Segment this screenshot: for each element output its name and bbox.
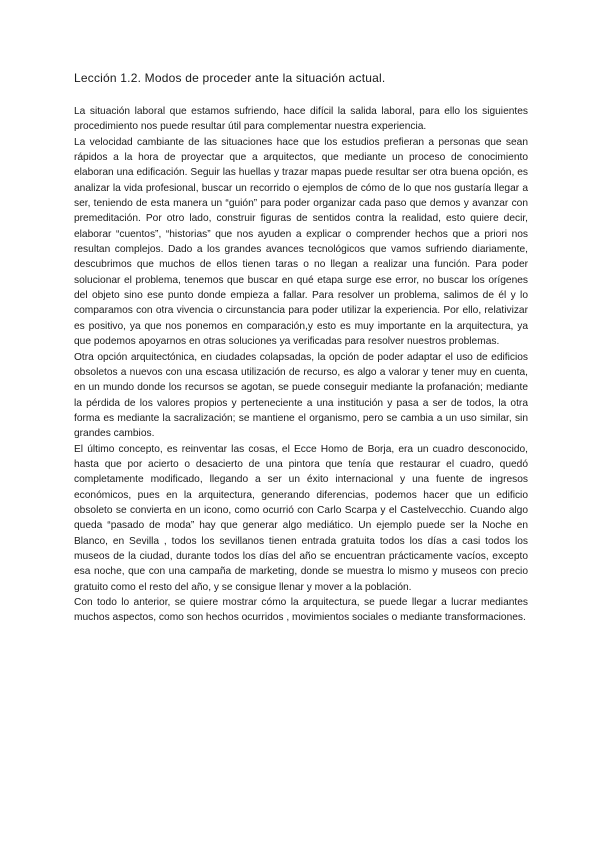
paragraph-velocity: La velocidad cambiante de las situaciones hace que los estudios prefieran a personas que sean rápidos a la hora de proyectar que a arquitectos, que mediante un proceso de conocimiento elaboran una edificación. Seguir las huellas y trazar mapas puede resultar ser otra buena opción, es analizar la vida profesional, buscar un recorrido o ejemplos de cómo de lo que nos gustaría llegar a ser, teniendo de esta manera un “guión” para poder organizar cada paso que demos y avanzar con premeditación. Por otro lado, construir figuras de sentidos contra la realidad, esto quiere decir, elaborar “cuentos”, “historias” que nos ayuden a explicar o comprender hechos que a priori nos resultan complejos. Dado a los grandes avances tecnológicos que vamos sufriendo diariamente, descubrimos que muchos de ellos tienen taras o no llegan a realizar una función. Para poder solucionar el problema, tenemos que buscar en qué etapa surge ese error, no buscar los orígenes del objeto sino ese punto donde empieza a fallar. Para resolver un problema, salimos de él y lo comparamos con otra vivencia o circunstancia para poder utilizar la experiencia. Por ello, relativizar es positivo, ya que nos ponemos en comparación,y esto es muy importante en la arquitectura, ya que podemos apoyarnos en otras soluciones ya verificadas para resolver nuestros problemas. [74, 136, 528, 348]
paragraph-reinvent: El último concepto, es reinventar las cosas, el Ecce Homo de Borja, era un cuadro desconocido, hasta que por acierto o desacierto de una pintora que tenía que restaurar el cuadro, quedó completamente modificado, llegando a ser un éxito internacional y una fuente de ingresos económicos, pues en la arquitectura, generando diferencias, podemos hacer que un edificio obsoleto se convierta en un icono, como ocurrió con Carlo Scarpa y el Castelvecchio. Cuando algo queda “pasado de moda” hay que generar algo mediático. Un ejemplo puede ser la Noche en Blanco, en Sevilla , todos los sevillanos tienen entrada gratuita todos los días a casi todos los museos de la ciudad, durante todos los días del año se encuentran prácticamente vacíos, excepto esa noche, que con una campaña de marketing, donde se muestra lo mismo y museos con precio gratuito como el resto del año, y se consigue llenar y mover a la población. [74, 443, 528, 593]
paragraph-reuse: Otra opción arquitectónica, en ciudades colapsadas, la opción de poder adaptar el uso de edificios obsoletos a nuevos con una escasa utilización de recurso, es algo a valorar y tener muy en cuenta, en un mundo donde los recursos se agotan, se puede conseguir mediante la profanación; mediante la pérdida de los valores propios y perteneciente a una institución y pasa a ser de todos, la otra forma es mediante la sacralización; se mantiene el organismo, pero se cambia a un uso similar, sin grandes cambios. [74, 351, 528, 440]
paragraph-conclusion: Con todo lo anterior, se quiere mostrar cómo la arquitectura, se puede llegar a lucrar mediantes muchos aspectos, como son hechos ocurridos , movimientos sociales o mediante transformaciones. [74, 597, 528, 624]
document-body [74, 104, 528, 626]
page-title: Lección 1.2. Modos de proceder ante la situación actual. [74, 71, 386, 85]
paragraph-intro: La situación laboral que estamos sufriendo, hace difícil la salida laboral, para ello los siguientes procedimiento nos puede resultar útil para complementar nuestra experiencia. [74, 106, 528, 133]
